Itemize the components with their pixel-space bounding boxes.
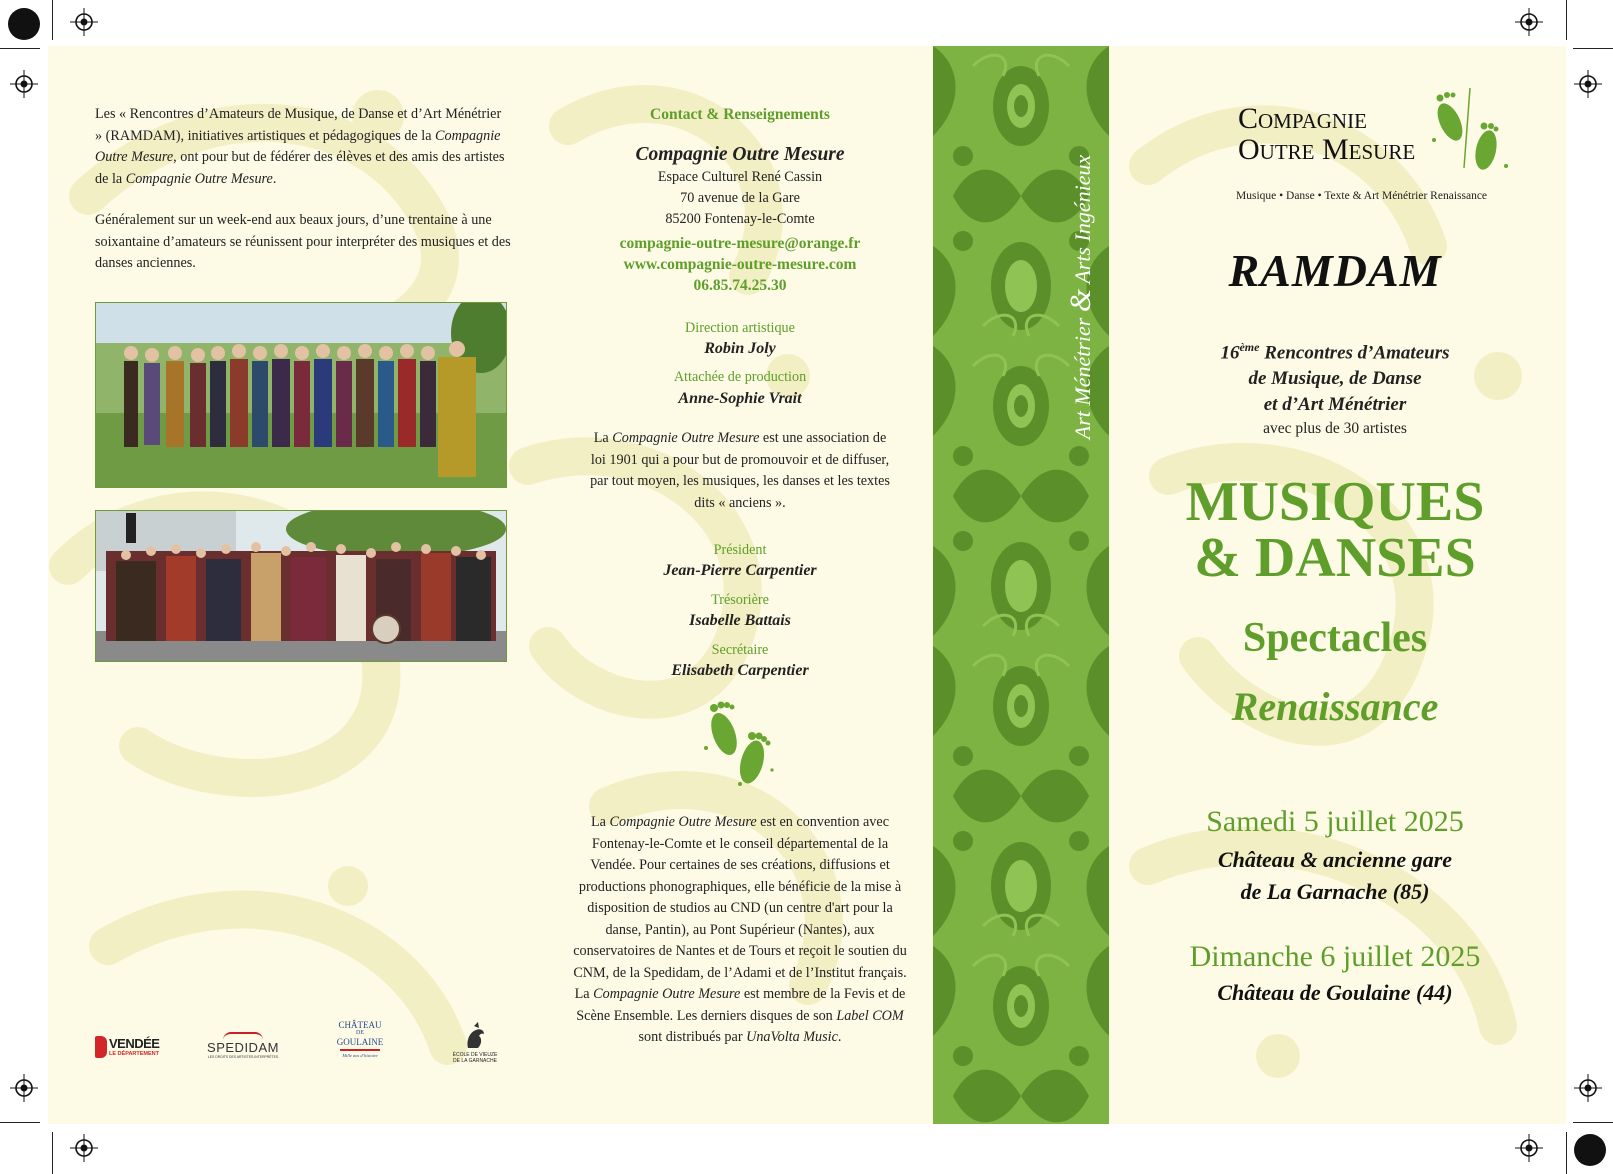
registration-target-icon <box>1574 70 1602 98</box>
registration-dot-bottom-right <box>1574 1134 1606 1166</box>
registration-target-icon <box>70 1134 98 1162</box>
registration-dot-top-left <box>8 8 40 40</box>
company-name: Compagnie Outre Mesure <box>635 144 845 165</box>
phone-number: 06.85.74.25.30 <box>693 277 787 294</box>
date-1: Samedi 5 juillet 2025 <box>1206 805 1464 838</box>
crop-line <box>52 0 53 40</box>
treasurer-label: Trésorière <box>711 592 769 608</box>
address-line-1: Espace Culturel René Cassin <box>657 169 823 185</box>
band-vertical-text: Art Ménétrier & Arts Ingénieux <box>1064 154 1097 440</box>
spectacles-label: Spectacles <box>1242 615 1428 661</box>
chateau-goulaine-logo: CHÂTEAU DE GOULAINE Mille ans d’histoire <box>336 1020 384 1058</box>
ramdam-title: RAMDAM <box>1228 245 1442 296</box>
treasurer-name: Isabelle Battais <box>689 612 791 629</box>
registration-target-icon <box>1574 1074 1602 1102</box>
group-photo-2 <box>95 510 507 662</box>
crop-line <box>0 48 40 49</box>
footprints-icon <box>690 696 790 796</box>
intro-paragraph-2: Généralement sur un week-end aux beaux jours, d’une trentaine à une soixantaine d’amateurs se réunissent pour interpréter des musiques et des danses anciennes. <box>95 212 511 271</box>
group-photo-1 <box>95 302 507 488</box>
production-label: Attachée de production <box>673 369 807 385</box>
date-2: Dimanche 6 juillet 2025 <box>1189 940 1481 973</box>
email-link[interactable]: compagnie-outre-mesure@orange.fr <box>619 235 861 252</box>
direction-name: Robin Joly <box>704 340 776 357</box>
president-label: Président <box>713 542 767 558</box>
website-link[interactable]: www.compagnie-outre-mesure.com <box>623 256 857 273</box>
registration-target-icon <box>1515 8 1543 36</box>
registration-target-icon <box>10 1074 38 1102</box>
registration-target-icon <box>70 8 98 36</box>
edition-block: 16ème Rencontres d’Amateurs de Musique, de Danse et d’Art Ménétrier avec plus de 30 artistes <box>1220 340 1450 438</box>
secretary-label: Secrétaire <box>711 642 769 658</box>
intro-text <box>95 104 511 295</box>
company-logo: Compagnie Outre Mesure <box>1238 102 1416 166</box>
convention-text: La Compagnie Outre Mesure est en convention avec Fontenay-le-Comte et le conseil départemental de la Vendée. Pour certaines de ses créations, diffusions et productions phonographiques, elle bénéficie de la mise à disposition de studios au CND (un centre d'art pour la danse, Pantin), au Pont Supérieur (Nantes), aux conservatoires de Nantes et de Tours et reçoit le soutien du CNM, de la Spedidam, de l’Adami et de l’Institut français. La Compagnie Outre Mesure est membre de la Fevis et de Scène Ensemble. Les derniers disques de son Label COM sont distribués par UnaVolta Music. <box>573 814 907 1045</box>
vendee-logo: VENDÉE LE DÉPARTEMENT <box>95 1036 167 1058</box>
crop-line <box>52 1132 53 1174</box>
crop-line <box>1566 1132 1567 1174</box>
president-name: Jean-Pierre Carpentier <box>663 562 817 579</box>
spedidam-logo: SPEDIDAM LES DROITS DES ARTISTES-INTERPRÈTES <box>207 1032 279 1060</box>
footprints-logo-icon <box>1420 88 1520 188</box>
ecole-vieuze-logo: ÉCOLE DE VIEUZE DE LA GARNACHE <box>445 1022 505 1064</box>
address-line-3: 85200 Fontenay-le-Comte <box>665 211 815 227</box>
crop-line <box>1573 1122 1613 1123</box>
crop-line <box>1566 0 1567 40</box>
crop-line <box>1573 48 1613 49</box>
address-line-2: 70 avenue de la Gare <box>680 190 800 206</box>
partner-logos <box>95 1020 507 1078</box>
place-2: Château de Goulaine (44) <box>1217 980 1453 1005</box>
bird-emblem-icon <box>460 1022 490 1052</box>
association-text: La Compagnie Outre Mesure est une association de loi 1901 qui a pour but de promouvoir et de diffuser, par tout moyen, les musiques, les danses et les textes dits « anciens ». <box>590 430 890 511</box>
crop-line <box>0 1122 40 1123</box>
headline: MUSIQUES & DANSES <box>1185 471 1485 589</box>
production-name: Anne-Sophie Vrait <box>678 390 802 407</box>
direction-label: Direction artistique <box>685 320 795 336</box>
registration-target-icon <box>10 70 38 98</box>
tagline: Musique • Danse • Texte & Art Ménétrier Renaissance <box>1236 190 1488 202</box>
intro-paragraph-1: Les « Rencontres d’Amateurs de Musique, de Danse et d’Art Ménétrier » (RAMDAM), initiatives artistiques et pédagogiques de la Compagnie Outre Mesure, ont pour but de fédérer des élèves et des amis des artistes de la Compagnie Outre Mesure. <box>95 106 505 187</box>
contact-title: Contact & Renseignements <box>650 106 830 123</box>
place-1: Château & ancienne gare de La Garnache (85) <box>1217 847 1453 904</box>
renaissance-label: Renaissance <box>1231 684 1439 729</box>
secretary-name: Elisabeth Carpentier <box>671 662 809 679</box>
registration-target-icon <box>1515 1134 1543 1162</box>
